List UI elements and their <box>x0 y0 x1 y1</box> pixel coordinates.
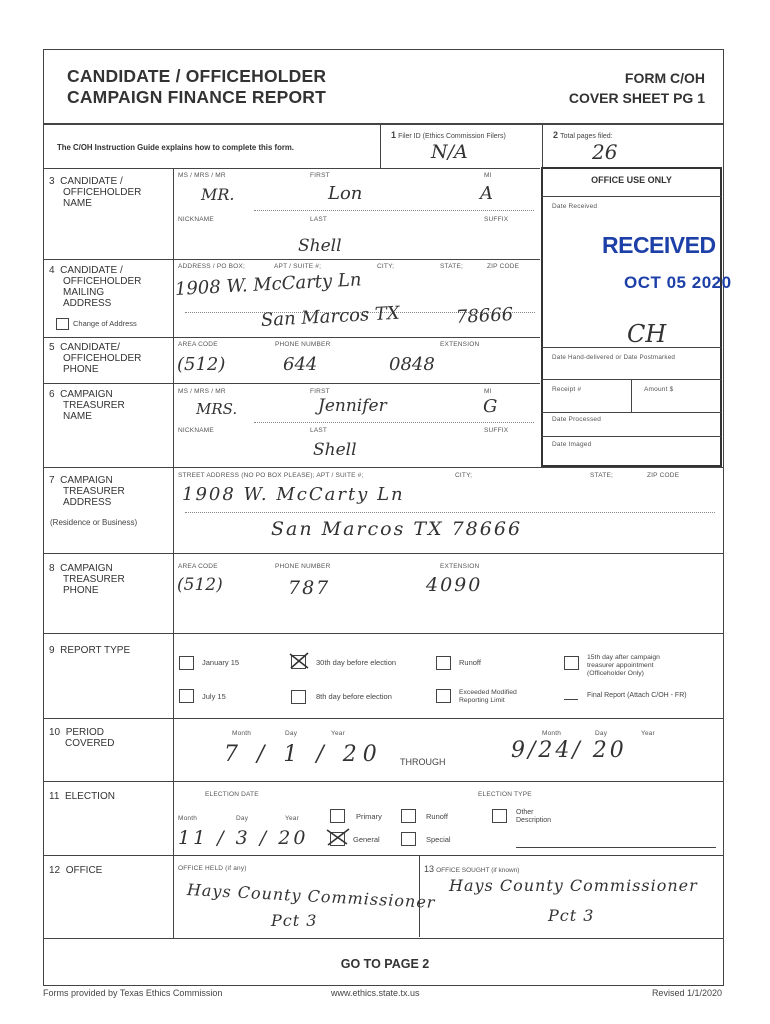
election-runoff-label: Runoff <box>426 812 448 821</box>
divider <box>380 125 381 168</box>
s3-label-line: NAME <box>63 198 92 209</box>
report-jul15-checkbox[interactable] <box>179 689 194 703</box>
s5-label-line: PHONE <box>63 364 99 375</box>
report-15day-label <box>587 654 660 678</box>
s7-zip-label: ZIP CODE <box>647 472 680 479</box>
s11-label <box>49 791 115 802</box>
receipt-label: Receipt # <box>552 386 582 393</box>
office-use-title: OFFICE USE ONLY <box>591 175 672 185</box>
s6-last-label: LAST <box>310 427 328 434</box>
report-exceeded-label <box>459 689 517 705</box>
footer-provided: Forms provided by Texas Ethics Commission <box>43 988 223 998</box>
s10-year-label: Year <box>331 730 345 737</box>
s4-zip-value[interactable]: 78666 <box>455 304 514 328</box>
report-runoff-checkbox[interactable] <box>436 656 451 670</box>
s10-through-label: THROUGH <box>400 757 446 767</box>
s5-label-line: CANDIDATE/ <box>60 342 120 353</box>
s3-ms-label: MS / MRS / MR <box>178 172 226 179</box>
s6-first-label: FIRST <box>310 388 330 395</box>
form-id <box>569 68 705 108</box>
s5-ext-label: EXTENSION <box>440 341 480 348</box>
s8-num: 8 <box>49 563 55 574</box>
s10-label-line: PERIOD <box>65 727 105 738</box>
row-rule <box>43 938 724 939</box>
s3-last-label: LAST <box>310 216 328 223</box>
s5-phone-value2[interactable]: 0848 <box>389 354 435 375</box>
s7-label-line: CAMPAIGN <box>60 475 113 486</box>
s8-phone-label: PHONE NUMBER <box>275 563 331 570</box>
s8-ext-label: EXTENSION <box>440 563 480 570</box>
footer-url[interactable]: www.ethics.state.tx.us <box>331 988 420 998</box>
filer-id-value[interactable]: N/A <box>431 141 468 163</box>
s7-address-line1[interactable]: 1908 W. McCarty Ln <box>182 484 405 505</box>
s6-label <box>49 389 125 422</box>
s6-dotted-rule <box>254 422 534 423</box>
s10-to-value[interactable]: 9/24/ 20 <box>511 738 627 763</box>
s12-held-value-line1[interactable]: Hays County Commissioner <box>186 880 436 913</box>
election-other-line: Description <box>516 817 552 824</box>
pages-num: 2 <box>553 130 559 140</box>
s4-address-label: ADDRESS / PO BOX; <box>178 263 245 270</box>
s7-label-line: TREASURER <box>63 486 125 497</box>
s7-label <box>49 475 125 508</box>
report-15day-line: 15th day after campaign <box>587 654 660 661</box>
s8-label-line: PHONE <box>63 585 99 596</box>
s11-type-label: ELECTION TYPE <box>478 791 532 798</box>
s8-phone-value[interactable]: 787 <box>288 577 331 599</box>
s10-year-label2: Year <box>641 730 655 737</box>
s13-sought-value-line2[interactable]: Pct 3 <box>548 906 595 925</box>
s4-city-label: CITY; <box>377 263 395 270</box>
received-initials: CH <box>627 320 667 348</box>
s3-nickname-label: NICKNAME <box>178 216 214 223</box>
s6-mi-label: MI <box>484 388 492 395</box>
row-rule <box>43 168 540 169</box>
divider <box>631 379 632 412</box>
election-other-line: Other <box>516 809 534 816</box>
row-rule <box>43 633 724 634</box>
s4-address-line1[interactable]: 1908 W. McCarty Ln <box>174 269 362 300</box>
row-rule <box>43 553 724 554</box>
report-runoff-label: Runoff <box>459 658 481 667</box>
s6-first-value[interactable]: Jennifer <box>318 396 387 416</box>
election-primary-checkbox[interactable] <box>330 809 345 823</box>
s4-num: 4 <box>49 265 55 276</box>
election-general-checkbox[interactable] <box>330 832 345 846</box>
report-exceeded-line: Exceeded Modified <box>459 689 517 696</box>
s4-label <box>49 265 141 309</box>
report-30day-label: 30th day before election <box>316 658 397 667</box>
s3-mi-value[interactable]: A <box>480 183 493 204</box>
s5-label <box>49 342 141 375</box>
date-received-label: Date Received <box>552 203 598 210</box>
s10-month-label: Month <box>232 730 252 737</box>
s3-label-line: OFFICEHOLDER <box>63 187 142 198</box>
change-of-address-checkbox[interactable] <box>56 318 69 330</box>
s4-apt-label: APT / SUITE #; <box>274 263 322 270</box>
s4-zip-label: ZIP CODE <box>487 263 520 270</box>
report-exceeded-line: Reporting Limit <box>459 697 505 704</box>
s4-label-line: CANDIDATE / <box>60 265 123 276</box>
s7-num: 7 <box>49 475 55 486</box>
s12-num: 12 <box>49 865 61 876</box>
s13-label <box>424 864 519 874</box>
s3-first-label: FIRST <box>310 172 330 179</box>
divider <box>542 125 543 168</box>
s8-label <box>49 563 125 596</box>
s11-month-label: Month <box>178 815 198 822</box>
s6-mi-value[interactable]: G <box>483 396 498 417</box>
s3-label-line: CANDIDATE / <box>60 176 123 187</box>
received-stamp: RECEIVED <box>602 232 716 258</box>
s3-suffix-label: SUFFIX <box>484 216 509 223</box>
check-x-icon <box>289 652 309 670</box>
s3-label <box>49 176 141 209</box>
s6-label-line: TREASURER <box>63 400 125 411</box>
s12-held-value-line2[interactable]: Pct 3 <box>271 911 318 930</box>
s12-label <box>49 865 102 876</box>
s10-from-value[interactable]: 7 / 1 / 20 <box>224 742 383 767</box>
s6-num: 6 <box>49 389 55 400</box>
footer-revised: Revised 1/1/2020 <box>651 988 722 998</box>
s11-label-text: ELECTION <box>64 791 115 802</box>
s10-label <box>49 727 114 749</box>
s3-dotted-rule <box>254 210 534 211</box>
s6-suffix-label: SUFFIX <box>484 427 509 434</box>
s9-num: 9 <box>49 645 55 656</box>
s7-state-label: STATE; <box>590 472 613 479</box>
s3-first-value[interactable]: Lon <box>328 183 363 204</box>
s6-label-line: CAMPAIGN <box>60 389 113 400</box>
s5-area-value[interactable]: (512) <box>177 354 226 375</box>
s13-sought-label: OFFICE SOUGHT (if known) <box>436 867 520 874</box>
s8-area-value[interactable]: (512) <box>177 575 223 595</box>
processed-label: Date Processed <box>552 416 602 423</box>
filer-id-num: 1 <box>391 130 397 140</box>
form-id-line1: FORM C/OH <box>624 70 705 86</box>
form-title-line2: CAMPAIGN FINANCE REPORT <box>67 87 326 107</box>
s10-num: 10 <box>49 727 61 738</box>
amount-label: Amount $ <box>644 386 674 393</box>
report-final-blank[interactable] <box>564 699 578 700</box>
s7-dotted-rule <box>185 512 715 513</box>
s7-sub-label: (Residence or Business) <box>50 518 138 527</box>
s6-label-line: NAME <box>63 411 92 422</box>
report-30day-checkbox[interactable] <box>291 655 306 669</box>
imaged-label: Date Imaged <box>552 441 592 448</box>
report-15day-checkbox[interactable] <box>564 656 579 670</box>
form-id-line2: COVER SHEET PG 1 <box>568 90 705 106</box>
s5-area-label: AREA CODE <box>178 341 218 348</box>
filer-id-label <box>391 130 506 140</box>
row-rule <box>43 337 540 338</box>
s6-ms-label: MS / MRS / MR <box>178 388 226 395</box>
s4-state-label: STATE; <box>440 263 463 270</box>
s13-num: 13 <box>424 864 435 874</box>
row-rule <box>541 196 722 197</box>
row-rule <box>541 347 722 348</box>
form-title <box>67 66 326 108</box>
s7-city-label: CITY; <box>455 472 473 479</box>
election-special-label: Special <box>426 835 451 844</box>
s4-address-line2[interactable]: San Marcos TX <box>260 302 401 331</box>
s8-ext-value[interactable]: 4090 <box>426 574 483 596</box>
election-primary-label: Primary <box>356 812 382 821</box>
s12-held-label: OFFICE HELD (if any) <box>178 865 247 872</box>
s7-street-label: STREET ADDRESS (NO PO BOX PLEASE); APT / SUITE #; <box>178 472 364 479</box>
election-special-checkbox[interactable] <box>401 832 416 846</box>
report-exceeded-checkbox[interactable] <box>436 689 451 703</box>
header-rule <box>43 123 724 125</box>
s3-ms-value[interactable]: MR. <box>201 185 235 204</box>
s10-month-label2: Month <box>542 730 562 737</box>
form-title-line1: CANDIDATE / OFFICEHOLDER <box>67 66 327 86</box>
report-8day-checkbox[interactable] <box>291 690 306 704</box>
row-rule <box>541 436 722 437</box>
instruction-text: The C/OH Instruction Guide explains how to complete this form. <box>57 143 294 152</box>
row-rule <box>43 383 540 384</box>
row-rule <box>43 467 724 468</box>
divider <box>419 855 420 937</box>
s4-label-line: OFFICEHOLDER <box>63 276 142 287</box>
s3-last-value[interactable]: Shell <box>298 236 342 256</box>
s5-label-line: OFFICEHOLDER <box>63 353 142 364</box>
s6-nickname-label: NICKNAME <box>178 427 214 434</box>
report-15day-line: treasurer appointment <box>587 662 654 669</box>
check-x-icon <box>325 827 351 847</box>
row-rule <box>43 718 724 719</box>
report-final-label: Final Report (Attach C/OH - FR) <box>587 692 687 699</box>
s8-label-line: CAMPAIGN <box>60 563 113 574</box>
s6-ms-value[interactable]: MRS. <box>196 400 238 418</box>
pages-value[interactable]: 26 <box>592 140 618 164</box>
s5-num: 5 <box>49 342 55 353</box>
s5-phone-label: PHONE NUMBER <box>275 341 331 348</box>
s7-label-line: ADDRESS <box>63 497 112 508</box>
s10-day-label2: Day <box>595 730 608 737</box>
s10-day-label: Day <box>285 730 298 737</box>
s11-day-label: Day <box>236 815 249 822</box>
s6-last-value[interactable]: Shell <box>313 440 357 460</box>
s3-num: 3 <box>49 176 55 187</box>
go-to-page-2: GO TO PAGE 2 <box>340 957 430 971</box>
row-rule <box>43 855 724 856</box>
pages-label <box>553 130 613 140</box>
row-rule <box>43 781 724 782</box>
s4-label-line: ADDRESS <box>63 298 112 309</box>
report-jul15-label: July 15 <box>202 692 226 701</box>
s4-label-line: MAILING <box>63 287 105 298</box>
report-jan15-checkbox[interactable] <box>179 656 194 670</box>
s11-date-label: ELECTION DATE <box>205 791 259 798</box>
election-other-label <box>516 809 551 825</box>
s11-num: 11 <box>49 791 60 802</box>
received-stamp-date: OCT 05 2020 <box>624 273 732 292</box>
election-other-checkbox[interactable] <box>492 809 507 823</box>
s9-label-text: REPORT TYPE <box>60 645 131 656</box>
row-rule <box>43 259 540 260</box>
s12-label-text: OFFICE <box>65 865 103 876</box>
s9-label <box>49 645 130 656</box>
pages-text: Total pages filed: <box>560 133 613 140</box>
election-runoff-checkbox[interactable] <box>401 809 416 823</box>
change-of-address-label: Change of Address <box>73 319 137 328</box>
election-general-label: General <box>353 835 380 844</box>
s8-label-line: TREASURER <box>63 574 125 585</box>
row-rule <box>541 412 722 413</box>
election-other-description-line[interactable] <box>516 847 716 848</box>
report-jan15-label: January 15 <box>202 658 240 667</box>
s11-year-label: Year <box>285 815 299 822</box>
s3-mi-label: MI <box>484 172 492 179</box>
date-hand-label: Date Hand-delivered or Date Postmarked <box>552 354 676 361</box>
filer-id-text: Filer ID (Ethics Commission Filers) <box>398 133 506 140</box>
s10-label-line: COVERED <box>65 738 115 749</box>
s11-date-value[interactable]: 11 / 3 / 20 <box>178 827 309 849</box>
s5-phone-value1[interactable]: 644 <box>283 354 318 375</box>
report-15day-line: (Officeholder Only) <box>587 670 644 677</box>
report-8day-label: 8th day before election <box>316 692 392 701</box>
s7-address-line2[interactable]: San Marcos TX 78666 <box>271 518 523 540</box>
s13-sought-value-line1[interactable]: Hays County Commissioner <box>449 876 698 895</box>
s8-area-label: AREA CODE <box>178 563 218 570</box>
